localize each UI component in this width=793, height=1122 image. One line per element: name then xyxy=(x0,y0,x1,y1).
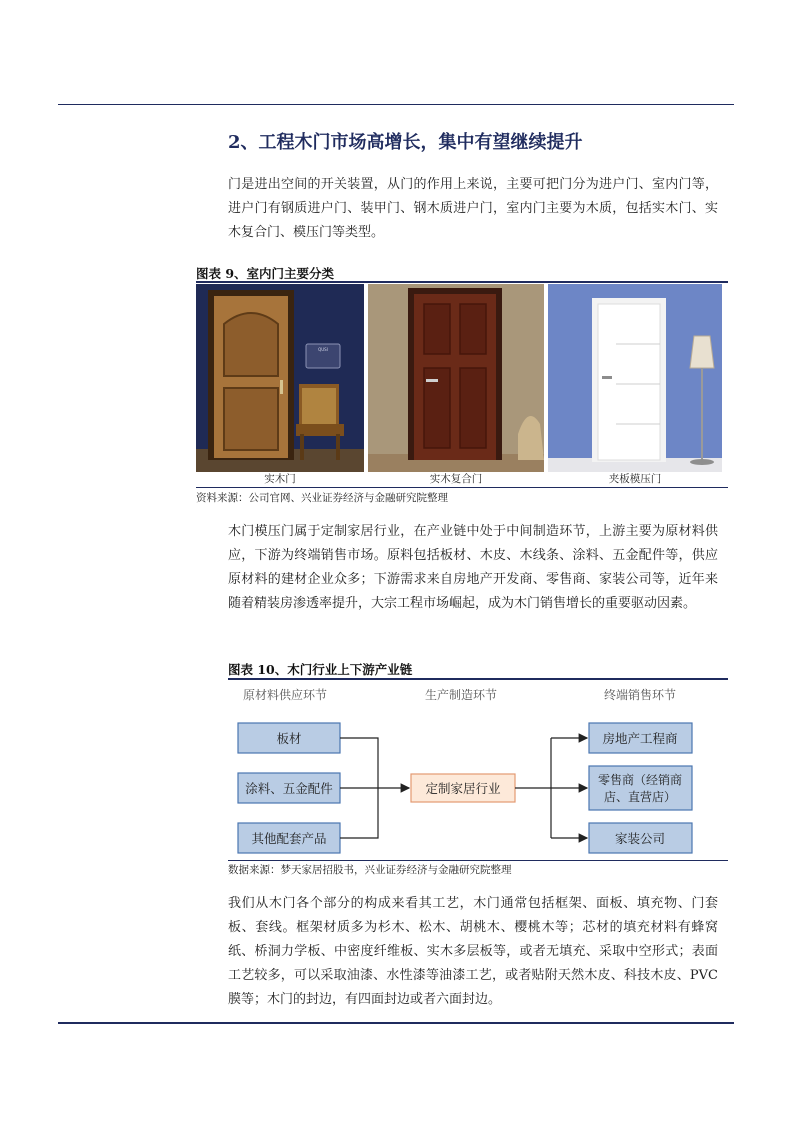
wall-plaque-label: QUSI xyxy=(318,347,328,352)
figure10-bottom-rule xyxy=(228,860,728,861)
header-manufacturing: 生产制造环节 xyxy=(424,688,498,702)
figure10-title: 图表 10、木门行业上下游产业链 xyxy=(228,662,413,677)
caption-composite-door: 实木复合门 xyxy=(429,473,483,485)
header-raw-materials: 原材料供应环节 xyxy=(242,688,328,702)
box-retailer-line2: 店、直营店） xyxy=(603,790,677,804)
figure9-source: 资料来源：公司官网、兴业证券经济与金融研究院整理 xyxy=(196,492,448,504)
box-board-label: 板材 xyxy=(276,731,302,746)
footer-rule xyxy=(58,1022,734,1024)
box-paint-hardware-label: 涂料、五金配件 xyxy=(245,781,333,796)
supply-chain-diagram xyxy=(228,682,728,858)
paragraph-craft: 我们从木门各个部分的构成来看其工艺，木门通常包括框架、面板、填充物、门套板、套线。框架材质多为杉木、松木、胡桃木、樱桃木等；芯材的填充材料有蜂窝纸、桥洞力学板、中密度纤维板、实木多层板等，或者无填充、采取中空形式；表面工艺较多，可以采取油漆、水性漆等油漆工艺，或者贴附天然木皮、科技木皮、PVC膜等；木门的封边，有四面封边或者六面封边。 xyxy=(228,896,718,1007)
figure9-title: 图表 9、室内门主要分类 xyxy=(196,266,335,281)
caption-molded-door: 夹板模压门 xyxy=(608,473,662,485)
header-rule xyxy=(58,104,734,105)
figure10-source: 数据来源：梦天家居招股书，兴业证券经济与金融研究院整理 xyxy=(228,864,512,876)
box-custom-home-label: 定制家居行业 xyxy=(425,781,501,796)
box-retailer-line1: 零售商（经销商 xyxy=(597,773,683,787)
photo-composite-door xyxy=(368,284,544,472)
figure10-top-rule xyxy=(228,678,728,680)
figure9-top-rule xyxy=(196,281,728,283)
section-heading: 2、工程木门市场高增长，集中有望继续提升 xyxy=(228,132,583,153)
paragraph-intro: 门是进出空间的开关装置，从门的作用上来说，主要可把门分为进户门、室内门等，进户门有钢质进户门、装甲门、钢木质进户门，室内门主要为木质，包括实木门、实木复合门、模压门等类型。 xyxy=(228,177,718,240)
photo-solid-wood-door xyxy=(196,284,364,472)
box-other-products-label: 其他配套产品 xyxy=(251,831,327,846)
box-real-estate-label: 房地产工程商 xyxy=(602,731,678,746)
header-terminal-sales: 终端销售环节 xyxy=(603,688,677,702)
paragraph-industry: 木门模压门属于定制家居行业，在产业链中处于中间制造环节，上游主要为原材料供应，下游为终端销售市场。原料包括板材、木皮、木线条、涂料、五金配件等，供应原材料的建材企业众多；下游需求来自房地产开发商、零售商、家装公司等，近年来随着精装房渗透率提升，大宗工程市场崛起，成为木门销售增长的重要驱动因素。 xyxy=(228,524,718,611)
box-decoration-company-label: 家装公司 xyxy=(614,831,666,846)
figure9-bottom-rule xyxy=(196,487,728,488)
caption-solid-wood-door: 实木门 xyxy=(264,473,296,485)
photo-molded-door xyxy=(548,284,722,472)
